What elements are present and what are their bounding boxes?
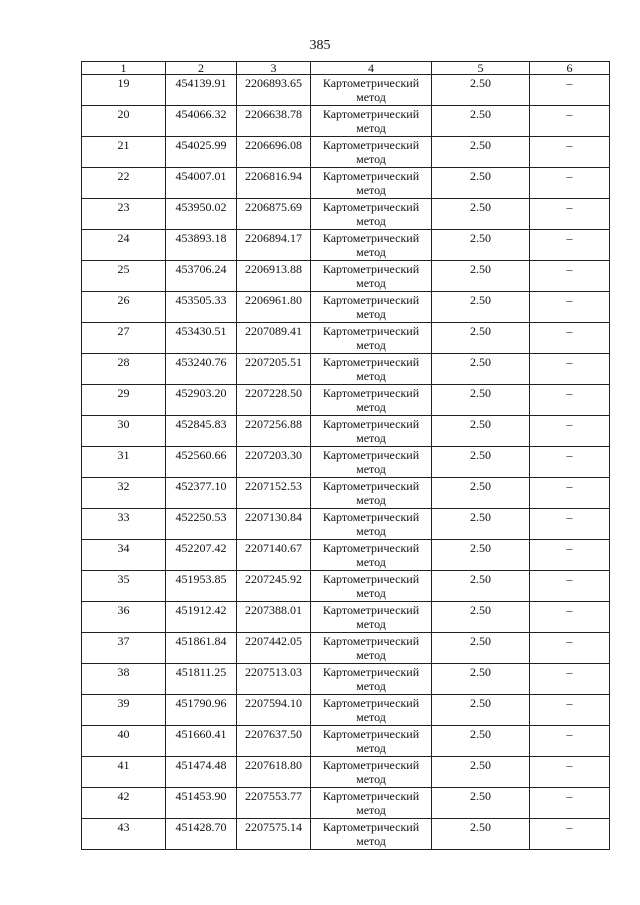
x-coordinate-cell: 452845.83 <box>166 416 237 447</box>
y-coordinate-cell: 2207553.77 <box>237 788 311 819</box>
x-coordinate-cell: 451474.48 <box>166 757 237 788</box>
note-cell: – <box>530 726 610 757</box>
method-cell: Картометрический метод <box>311 571 432 602</box>
point-number-cell: 28 <box>82 354 166 385</box>
method-cell: Картометрический метод <box>311 75 432 106</box>
point-number-cell: 23 <box>82 199 166 230</box>
accuracy-cell: 2.50 <box>432 323 530 354</box>
column-header: 3 <box>237 62 311 75</box>
note-cell: – <box>530 633 610 664</box>
note-cell: – <box>530 602 610 633</box>
accuracy-cell: 2.50 <box>432 230 530 261</box>
x-coordinate-cell: 453893.18 <box>166 230 237 261</box>
table-row <box>82 602 610 633</box>
point-number-cell: 39 <box>82 695 166 726</box>
y-coordinate-cell: 2207130.84 <box>237 509 311 540</box>
note-cell: – <box>530 354 610 385</box>
y-coordinate-cell: 2206961.80 <box>237 292 311 323</box>
y-coordinate-cell: 2207594.10 <box>237 695 311 726</box>
table-row <box>82 261 610 292</box>
y-coordinate-cell: 2207618.80 <box>237 757 311 788</box>
note-cell: – <box>530 509 610 540</box>
table-row <box>82 292 610 323</box>
y-coordinate-cell: 2207388.01 <box>237 602 311 633</box>
method-cell: Картометрический метод <box>311 292 432 323</box>
note-cell: – <box>530 323 610 354</box>
point-number-cell: 40 <box>82 726 166 757</box>
x-coordinate-cell: 454025.99 <box>166 137 237 168</box>
y-coordinate-cell: 2207203.30 <box>237 447 311 478</box>
point-number-cell: 34 <box>82 540 166 571</box>
method-cell: Картометрический метод <box>311 168 432 199</box>
table-body <box>82 75 610 850</box>
x-coordinate-cell: 453240.76 <box>166 354 237 385</box>
method-cell: Картометрический метод <box>311 230 432 261</box>
note-cell: – <box>530 168 610 199</box>
x-coordinate-cell: 451453.90 <box>166 788 237 819</box>
point-number-cell: 20 <box>82 106 166 137</box>
y-coordinate-cell: 2206913.88 <box>237 261 311 292</box>
point-number-cell: 21 <box>82 137 166 168</box>
table-row <box>82 540 610 571</box>
accuracy-cell: 2.50 <box>432 571 530 602</box>
accuracy-cell: 2.50 <box>432 447 530 478</box>
note-cell: – <box>530 447 610 478</box>
note-cell: – <box>530 199 610 230</box>
method-cell: Картометрический метод <box>311 664 432 695</box>
accuracy-cell: 2.50 <box>432 509 530 540</box>
x-coordinate-cell: 451660.41 <box>166 726 237 757</box>
accuracy-cell: 2.50 <box>432 633 530 664</box>
method-cell: Картометрический метод <box>311 478 432 509</box>
x-coordinate-cell: 453950.02 <box>166 199 237 230</box>
page-number: 385 <box>309 38 331 53</box>
table-row <box>82 664 610 695</box>
point-number-cell: 38 <box>82 664 166 695</box>
y-coordinate-cell: 2207256.88 <box>237 416 311 447</box>
method-cell: Картометрический метод <box>311 354 432 385</box>
accuracy-cell: 2.50 <box>432 385 530 416</box>
point-number-cell: 24 <box>82 230 166 261</box>
table-row <box>82 323 610 354</box>
accuracy-cell: 2.50 <box>432 106 530 137</box>
method-cell: Картометрический метод <box>311 509 432 540</box>
note-cell: – <box>530 757 610 788</box>
method-cell: Картометрический метод <box>311 323 432 354</box>
x-coordinate-cell: 453430.51 <box>166 323 237 354</box>
point-number-cell: 37 <box>82 633 166 664</box>
method-cell: Картометрический метод <box>311 261 432 292</box>
y-coordinate-cell: 2207442.05 <box>237 633 311 664</box>
table-row <box>82 509 610 540</box>
table-row <box>82 416 610 447</box>
column-header: 4 <box>311 62 432 75</box>
note-cell: – <box>530 478 610 509</box>
table-row <box>82 354 610 385</box>
y-coordinate-cell: 2206816.94 <box>237 168 311 199</box>
table-row <box>82 695 610 726</box>
column-header: 2 <box>166 62 237 75</box>
point-number-cell: 43 <box>82 819 166 850</box>
table-row <box>82 571 610 602</box>
y-coordinate-cell: 2206893.65 <box>237 75 311 106</box>
column-header: 1 <box>82 62 166 75</box>
table-row <box>82 633 610 664</box>
note-cell: – <box>530 819 610 850</box>
note-cell: – <box>530 137 610 168</box>
method-cell: Картометрический метод <box>311 633 432 664</box>
table-row <box>82 106 610 137</box>
note-cell: – <box>530 261 610 292</box>
accuracy-cell: 2.50 <box>432 602 530 633</box>
accuracy-cell: 2.50 <box>432 292 530 323</box>
x-coordinate-cell: 452903.20 <box>166 385 237 416</box>
note-cell: – <box>530 664 610 695</box>
x-coordinate-cell: 454066.32 <box>166 106 237 137</box>
point-number-cell: 36 <box>82 602 166 633</box>
method-cell: Картометрический метод <box>311 695 432 726</box>
table-header <box>82 62 610 75</box>
y-coordinate-cell: 2207575.14 <box>237 819 311 850</box>
y-coordinate-cell: 2206875.69 <box>237 199 311 230</box>
method-cell: Картометрический метод <box>311 137 432 168</box>
method-cell: Картометрический метод <box>311 602 432 633</box>
accuracy-cell: 2.50 <box>432 199 530 230</box>
column-header: 5 <box>432 62 530 75</box>
table-row <box>82 757 610 788</box>
table-row <box>82 447 610 478</box>
y-coordinate-cell: 2206638.78 <box>237 106 311 137</box>
method-cell: Картометрический метод <box>311 199 432 230</box>
accuracy-cell: 2.50 <box>432 478 530 509</box>
accuracy-cell: 2.50 <box>432 664 530 695</box>
note-cell: – <box>530 385 610 416</box>
x-coordinate-cell: 452207.42 <box>166 540 237 571</box>
method-cell: Картометрический метод <box>311 106 432 137</box>
y-coordinate-cell: 2207245.92 <box>237 571 311 602</box>
y-coordinate-cell: 2207140.67 <box>237 540 311 571</box>
accuracy-cell: 2.50 <box>432 540 530 571</box>
y-coordinate-cell: 2206696.08 <box>237 137 311 168</box>
y-coordinate-cell: 2207228.50 <box>237 385 311 416</box>
point-number-cell: 22 <box>82 168 166 199</box>
table-row <box>82 199 610 230</box>
x-coordinate-cell: 451912.42 <box>166 602 237 633</box>
accuracy-cell: 2.50 <box>432 75 530 106</box>
accuracy-cell: 2.50 <box>432 168 530 199</box>
y-coordinate-cell: 2207089.41 <box>237 323 311 354</box>
x-coordinate-cell: 454139.91 <box>166 75 237 106</box>
table-row <box>82 726 610 757</box>
point-number-cell: 32 <box>82 478 166 509</box>
x-coordinate-cell: 451811.25 <box>166 664 237 695</box>
y-coordinate-cell: 2207205.51 <box>237 354 311 385</box>
accuracy-cell: 2.50 <box>432 726 530 757</box>
method-cell: Картометрический метод <box>311 819 432 850</box>
accuracy-cell: 2.50 <box>432 354 530 385</box>
y-coordinate-cell: 2207513.03 <box>237 664 311 695</box>
table-row <box>82 819 610 850</box>
note-cell: – <box>530 416 610 447</box>
x-coordinate-cell: 451953.85 <box>166 571 237 602</box>
x-coordinate-cell: 451428.70 <box>166 819 237 850</box>
point-number-cell: 25 <box>82 261 166 292</box>
note-cell: – <box>530 106 610 137</box>
point-number-cell: 19 <box>82 75 166 106</box>
table-row <box>82 168 610 199</box>
x-coordinate-cell: 452377.10 <box>166 478 237 509</box>
note-cell: – <box>530 230 610 261</box>
point-number-cell: 33 <box>82 509 166 540</box>
method-cell: Картометрический метод <box>311 726 432 757</box>
point-number-cell: 27 <box>82 323 166 354</box>
accuracy-cell: 2.50 <box>432 261 530 292</box>
table-row <box>82 478 610 509</box>
point-number-cell: 31 <box>82 447 166 478</box>
method-cell: Картометрический метод <box>311 447 432 478</box>
method-cell: Картометрический метод <box>311 788 432 819</box>
coordinates-table <box>81 61 610 850</box>
accuracy-cell: 2.50 <box>432 416 530 447</box>
method-cell: Картометрический метод <box>311 540 432 571</box>
accuracy-cell: 2.50 <box>432 757 530 788</box>
point-number-cell: 41 <box>82 757 166 788</box>
table-row <box>82 230 610 261</box>
table-row <box>82 385 610 416</box>
header-row <box>82 62 610 75</box>
x-coordinate-cell: 453505.33 <box>166 292 237 323</box>
table-row <box>82 788 610 819</box>
y-coordinate-cell: 2206894.17 <box>237 230 311 261</box>
table-row <box>82 75 610 106</box>
point-number-cell: 35 <box>82 571 166 602</box>
accuracy-cell: 2.50 <box>432 137 530 168</box>
x-coordinate-cell: 451790.96 <box>166 695 237 726</box>
table-row <box>82 137 610 168</box>
x-coordinate-cell: 452250.53 <box>166 509 237 540</box>
accuracy-cell: 2.50 <box>432 695 530 726</box>
y-coordinate-cell: 2207152.53 <box>237 478 311 509</box>
x-coordinate-cell: 453706.24 <box>166 261 237 292</box>
note-cell: – <box>530 75 610 106</box>
x-coordinate-cell: 454007.01 <box>166 168 237 199</box>
note-cell: – <box>530 788 610 819</box>
accuracy-cell: 2.50 <box>432 819 530 850</box>
point-number-cell: 42 <box>82 788 166 819</box>
note-cell: – <box>530 571 610 602</box>
method-cell: Картометрический метод <box>311 385 432 416</box>
note-cell: – <box>530 292 610 323</box>
point-number-cell: 26 <box>82 292 166 323</box>
note-cell: – <box>530 540 610 571</box>
method-cell: Картометрический метод <box>311 757 432 788</box>
method-cell: Картометрический метод <box>311 416 432 447</box>
column-header: 6 <box>530 62 610 75</box>
note-cell: – <box>530 695 610 726</box>
accuracy-cell: 2.50 <box>432 788 530 819</box>
y-coordinate-cell: 2207637.50 <box>237 726 311 757</box>
point-number-cell: 30 <box>82 416 166 447</box>
point-number-cell: 29 <box>82 385 166 416</box>
x-coordinate-cell: 452560.66 <box>166 447 237 478</box>
x-coordinate-cell: 451861.84 <box>166 633 237 664</box>
